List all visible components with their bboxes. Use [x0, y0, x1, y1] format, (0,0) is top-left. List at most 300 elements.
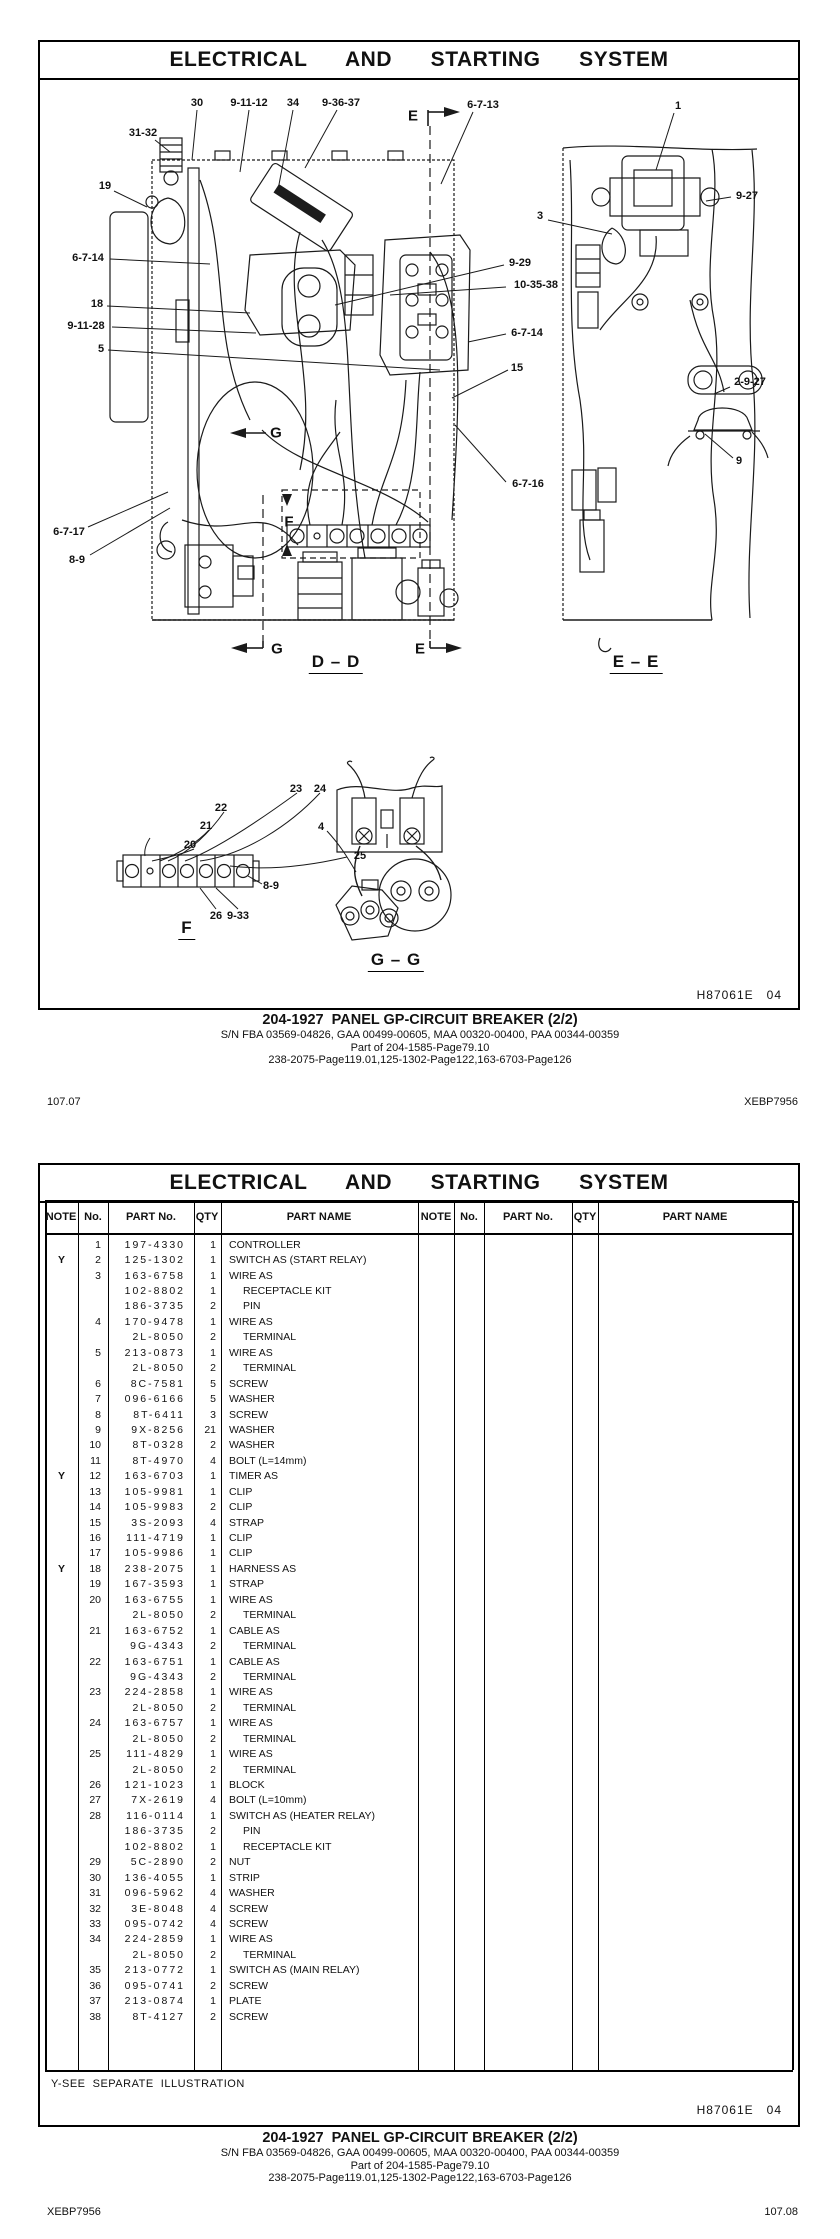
callout-6-7-14: 6-7-14 [511, 327, 543, 339]
table-row [45, 1515, 793, 1530]
cell-no: 13 [89, 1485, 101, 1498]
callout-1: 1 [674, 100, 682, 112]
cell-part-name: CLIP [229, 1532, 253, 1545]
cell-part-name: BOLT (L=10mm) [229, 1794, 307, 1807]
cell-no: 11 [90, 1454, 101, 1467]
cell-no: 37 [89, 1995, 101, 2008]
cell-part-no: 2L-8050 [132, 1732, 185, 1745]
cell-part-name: SWITCH AS (MAIN RELAY) [229, 1964, 360, 1977]
cell-part-no: 3S-2093 [131, 1516, 185, 1529]
cell-part-name: WIRE AS [229, 1933, 273, 1946]
section-label-d-d: D – D [309, 652, 363, 674]
cell-qty: 1 [210, 1593, 216, 1606]
column-header-part-no-: PART No. [126, 1211, 176, 1223]
cell-part-name: STRAP [229, 1578, 265, 1591]
cell-no: 7 [95, 1393, 101, 1406]
callout-30: 30 [190, 97, 204, 109]
page2-footer-serials: S/N FBA 03569-04826, GAA 00499-00605, MAA 00320-00400, PAA 00344-00359 [220, 2147, 620, 2159]
cell-no: 34 [89, 1933, 101, 1946]
page1-number-left: 107.07 [47, 1096, 81, 1108]
callout-6-7-13: 6-7-13 [467, 99, 499, 111]
table-row [45, 1237, 793, 1252]
callout-34: 34 [286, 97, 300, 109]
e-e-panel-view [563, 146, 768, 652]
page1-footer-serials: S/N FBA 03569-04826, GAA 00499-00605, MAA 00320-00400, PAA 00344-00359 [220, 1029, 620, 1041]
page1-footer-refs: 238-2075-Page119.01,125-1302-Page122,163-6703-Page126 [268, 1054, 572, 1066]
cell-part-no: 224-2859 [124, 1933, 185, 1946]
cell-part-name: PLATE [229, 1995, 262, 2008]
cell-part-no: 8C-7581 [130, 1377, 185, 1390]
cell-part-no: 186-3735 [124, 1300, 185, 1313]
cell-part-no: 9G-4343 [130, 1640, 185, 1653]
cell-qty: 2 [210, 1670, 216, 1683]
table-row [45, 1669, 793, 1684]
cell-qty: 1 [210, 1748, 216, 1761]
table-row [45, 1901, 793, 1916]
table-row [45, 1638, 793, 1653]
cell-qty: 5 [210, 1377, 216, 1390]
cell-part-no: 163-6751 [124, 1655, 185, 1668]
table-row [45, 1762, 793, 1777]
cut-letter-e-bottom: E [414, 640, 426, 658]
column-header-qty: QTY [573, 1211, 597, 1223]
callout-18: 18 [90, 298, 104, 310]
table-row [45, 1824, 793, 1839]
cell-qty: 1 [210, 1470, 216, 1483]
cell-no: 29 [89, 1856, 101, 1869]
cell-qty: 21 [204, 1423, 216, 1436]
cell-part-name: HARNESS AS [229, 1562, 297, 1575]
callout-9: 9 [735, 455, 743, 467]
callout-6-7-16: 6-7-16 [512, 478, 544, 490]
cell-qty: 2 [210, 1501, 216, 1514]
cell-qty: 2 [210, 1979, 216, 1992]
page2-doc-code: H87061E 04 [696, 2103, 782, 2117]
table-row [45, 1793, 793, 1808]
callout-9-36-37: 9-36-37 [322, 97, 360, 109]
table-row [45, 1592, 793, 1607]
cell-part-name: STRAP [229, 1516, 265, 1529]
cell-no: 19 [89, 1578, 101, 1591]
table-row [45, 1608, 793, 1623]
table-row [45, 1484, 793, 1499]
cell-part-name: SCREW [229, 1408, 269, 1421]
callout-9-11-12: 9-11-12 [230, 97, 268, 109]
cell-part-no: 2L-8050 [132, 1362, 185, 1375]
column-header-note: NOTE [45, 1211, 77, 1223]
cell-part-no: 095-0742 [124, 1917, 185, 1930]
table-row [45, 1731, 793, 1746]
table-row [45, 1716, 793, 1731]
cell-qty: 2 [210, 1825, 216, 1838]
cell-part-name: CABLE AS [229, 1655, 280, 1668]
table-row [45, 1407, 793, 1422]
cell-part-no: 213-0874 [124, 1995, 185, 2008]
table-row [45, 1978, 793, 1993]
cell-qty: 1 [210, 1562, 216, 1575]
callout-15: 15 [510, 362, 524, 374]
cell-part-no: 8T-4127 [132, 2010, 185, 2023]
section-label-f: F [178, 918, 195, 940]
page2-number-right: 107.08 [764, 2206, 798, 2218]
cell-no: 1 [95, 1238, 101, 1251]
cell-qty: 1 [210, 1485, 216, 1498]
cell-part-name: WIRE AS [229, 1346, 273, 1359]
cell-part-name: TERMINAL [243, 1331, 297, 1344]
cell-part-no: 8T-6411 [133, 1408, 185, 1421]
cell-part-no: 102-8802 [124, 1285, 185, 1298]
cell-part-name: WIRE AS [229, 1686, 273, 1699]
cell-part-no: 105-9986 [124, 1547, 185, 1560]
callout-21: 21 [199, 820, 213, 832]
f-section-box [282, 490, 420, 558]
cell-no: 15 [89, 1516, 101, 1529]
cell-no: 5 [95, 1346, 101, 1359]
callout-9-27: 9-27 [735, 190, 759, 202]
cell-part-no: 2L-8050 [132, 1763, 185, 1776]
cell-qty: 4 [210, 1902, 216, 1915]
callout-19: 19 [98, 180, 112, 192]
table-row [45, 1993, 793, 2008]
section-label-e-e: E – E [610, 652, 663, 674]
callout-10-35-38: 10-35-38 [513, 279, 559, 291]
cell-qty: 4 [210, 1887, 216, 1900]
cell-part-name: BOLT (L=14mm) [229, 1454, 307, 1467]
cell-no: 38 [89, 2010, 101, 2023]
cell-no: 12 [89, 1470, 101, 1483]
cell-part-no: 163-6752 [124, 1624, 185, 1637]
cell-part-name: SCREW [229, 1917, 269, 1930]
cell-qty: 2 [210, 1362, 216, 1375]
page2-footer-partof: Part of 204-1585-Page79.10 [350, 2160, 490, 2172]
cell-part-name: TERMINAL [243, 1763, 297, 1776]
column-header-part-name: PART NAME [286, 1211, 352, 1223]
cell-qty: 1 [210, 1315, 216, 1328]
cell-qty: 1 [210, 1254, 216, 1267]
g-g-detail-view [327, 757, 451, 940]
cell-qty: 1 [210, 1624, 216, 1637]
cell-qty: 2 [210, 1701, 216, 1714]
callout-20: 20 [183, 839, 197, 851]
cell-no: 2 [95, 1254, 101, 1267]
cell-no: 8 [95, 1408, 101, 1421]
cell-qty: 2 [210, 1763, 216, 1776]
cell-part-name: WIRE AS [229, 1717, 273, 1730]
callout-8-9: 8-9 [263, 880, 279, 892]
cell-part-name: SWITCH AS (HEATER RELAY) [229, 1809, 376, 1822]
cell-part-name: CLIP [229, 1501, 253, 1514]
cell-qty: 1 [210, 1840, 216, 1853]
table-row [45, 1623, 793, 1638]
callout-9-11-28: 9-11-28 [67, 320, 105, 332]
table-hline [45, 2070, 793, 2072]
table-row [45, 1376, 793, 1391]
cell-qty: 2 [210, 1732, 216, 1745]
cell-part-name: TERMINAL [243, 1609, 297, 1622]
cell-part-no: 186-3735 [124, 1825, 185, 1838]
callout-9-33: 9-33 [226, 910, 250, 922]
cell-qty: 1 [210, 1346, 216, 1359]
cell-qty: 4 [210, 1454, 216, 1467]
table-row [45, 1685, 793, 1700]
cell-part-no: 5C-2890 [130, 1856, 185, 1869]
cell-part-no: 224-2858 [124, 1686, 185, 1699]
page1-footer-title: 204-1927 PANEL GP-CIRCUIT BREAKER (2/2) [262, 1012, 578, 1028]
cell-no: 28 [89, 1809, 101, 1822]
cell-part-name: TIMER AS [229, 1470, 279, 1483]
cell-part-name: WASHER [229, 1439, 275, 1452]
callout-4: 4 [317, 821, 325, 833]
table-row [45, 1283, 793, 1298]
column-header-qty: QTY [195, 1211, 219, 1223]
table-row [45, 1932, 793, 1947]
cell-qty: 1 [210, 1871, 216, 1884]
page1-title: ELECTRICAL AND STARTING SYSTEM [40, 42, 798, 80]
cell-part-no: 238-2075 [124, 1562, 185, 1575]
cell-no: 33 [89, 1917, 101, 1930]
table-row [45, 1947, 793, 1962]
page1-footer-partof: Part of 204-1585-Page79.10 [350, 1042, 490, 1054]
cell-part-no: 9G-4343 [130, 1670, 185, 1683]
page1-doc-code: H87061E 04 [696, 988, 782, 1002]
cut-letter-e-top: E [407, 107, 419, 125]
cell-note: Y [57, 1562, 65, 1575]
cell-part-name: TERMINAL [243, 1948, 297, 1961]
breaker-screws [406, 264, 448, 338]
table-row [45, 1314, 793, 1329]
callout-2-9-27: 2-9-27 [734, 376, 766, 388]
cell-part-name: RECEPTACLE KIT [243, 1285, 332, 1298]
table-row [45, 1453, 793, 1468]
cell-part-no: 163-6758 [124, 1269, 185, 1282]
cell-no: 21 [89, 1624, 101, 1637]
cell-part-name: WASHER [229, 1887, 275, 1900]
cell-no: 35 [89, 1964, 101, 1977]
cell-part-name: CONTROLLER [229, 1238, 301, 1251]
table-row [45, 1577, 793, 1592]
terminal-strip [287, 525, 430, 547]
cell-no: 10 [89, 1439, 101, 1452]
table-hline [45, 1200, 793, 1202]
cell-no: 26 [89, 1779, 101, 1792]
table-row [45, 1499, 793, 1514]
cell-part-no: 163-6757 [124, 1717, 185, 1730]
cell-part-name: WIRE AS [229, 1269, 273, 1282]
cell-part-no: 213-0873 [124, 1346, 185, 1359]
cell-part-no: 197-4330 [124, 1238, 185, 1251]
cell-part-name: PIN [243, 1825, 261, 1838]
cell-part-name: TERMINAL [243, 1670, 297, 1683]
cell-part-no: 105-9981 [124, 1485, 185, 1498]
cell-part-no: 167-3593 [124, 1578, 185, 1591]
table-row [45, 1530, 793, 1545]
cell-no: 31 [89, 1887, 101, 1900]
cell-part-no: 9X-8256 [131, 1423, 185, 1436]
cell-qty: 1 [210, 1686, 216, 1699]
cell-part-no: 163-6755 [124, 1593, 185, 1606]
cell-qty: 1 [210, 1655, 216, 1668]
cell-qty: 3 [210, 1408, 216, 1421]
cell-part-name: SWITCH AS (START RELAY) [229, 1254, 367, 1267]
cell-no: 6 [95, 1377, 101, 1390]
cell-part-name: PIN [243, 1300, 261, 1313]
cell-part-name: CABLE AS [229, 1624, 280, 1637]
cell-part-no: 105-9983 [124, 1501, 185, 1514]
page2-title: ELECTRICAL AND STARTING SYSTEM [40, 1165, 798, 1203]
cut-letter-f-inner: F [284, 513, 294, 531]
cell-part-name: TERMINAL [243, 1362, 297, 1375]
cell-qty: 2 [210, 1856, 216, 1869]
table-row [45, 1808, 793, 1823]
cell-part-name: TERMINAL [243, 1732, 297, 1745]
cell-part-no: 2L-8050 [132, 1331, 185, 1344]
table-row [45, 1561, 793, 1576]
cell-part-no: 213-0772 [124, 1964, 185, 1977]
callout-5: 5 [97, 343, 105, 355]
cell-part-no: 096-6166 [124, 1393, 185, 1406]
cell-no: 30 [89, 1871, 101, 1884]
callout-3: 3 [536, 210, 544, 222]
cell-part-no: 121-1023 [124, 1779, 185, 1792]
page2-footer-refs: 238-2075-Page119.01,125-1302-Page122,163-6703-Page126 [268, 2172, 572, 2184]
cell-part-no: 111-4719 [126, 1532, 185, 1545]
cell-no: 16 [89, 1532, 101, 1545]
cell-no: 20 [89, 1593, 101, 1606]
cell-qty: 1 [210, 1995, 216, 2008]
cell-part-no: 8T-0328 [132, 1439, 185, 1452]
cell-qty: 1 [210, 1779, 216, 1792]
table-row [45, 1252, 793, 1267]
cell-part-name: SCREW [229, 1902, 269, 1915]
cell-qty: 1 [210, 1717, 216, 1730]
table-row [45, 1855, 793, 1870]
callout-26: 26 [209, 910, 223, 922]
cell-part-name: WIRE AS [229, 1593, 273, 1606]
table-row [45, 1391, 793, 1406]
column-header-part-name: PART NAME [662, 1211, 728, 1223]
column-header-no-: No. [84, 1211, 102, 1223]
cell-no: 4 [95, 1315, 101, 1328]
cell-no: 14 [89, 1501, 101, 1514]
callout-6-7-14: 6-7-14 [72, 252, 104, 264]
cell-no: 3 [95, 1269, 101, 1282]
cell-part-no: 095-0741 [124, 1979, 185, 1992]
cell-qty: 1 [210, 1933, 216, 1946]
cell-qty: 2 [210, 1948, 216, 1961]
callout-25: 25 [353, 850, 367, 862]
cell-part-name: NUT [229, 1856, 251, 1869]
cell-no: 22 [89, 1655, 101, 1668]
callout-31-32: 31-32 [128, 127, 158, 139]
cell-part-name: SCREW [229, 2010, 269, 2023]
cell-qty: 1 [210, 1578, 216, 1591]
callout-22: 22 [214, 802, 228, 814]
cell-part-no: 136-4055 [124, 1871, 185, 1884]
cell-qty: 2 [210, 1640, 216, 1653]
column-header-part-no-: PART No. [503, 1211, 553, 1223]
f-detail-view [117, 793, 347, 909]
cell-qty: 1 [210, 1238, 216, 1251]
cell-part-name: SCREW [229, 1377, 269, 1390]
callout-leaders [88, 107, 733, 555]
table-row [45, 1268, 793, 1283]
cell-note: Y [57, 1254, 65, 1267]
table-row [45, 1330, 793, 1345]
cell-no: 24 [89, 1717, 101, 1730]
cell-no: 25 [89, 1748, 101, 1761]
callout-23: 23 [289, 783, 303, 795]
cell-part-no: 2L-8050 [132, 1609, 185, 1622]
table-footnote: Y-SEE SEPARATE ILLUSTRATION [51, 2078, 245, 2090]
cell-part-name: CLIP [229, 1485, 253, 1498]
callout-9-29: 9-29 [508, 257, 532, 269]
cut-letter-g-inner: G [270, 424, 282, 442]
table-row [45, 1654, 793, 1669]
table-row [45, 1839, 793, 1854]
cell-part-no: 163-6703 [124, 1470, 185, 1483]
cell-part-no: 111-4829 [126, 1748, 185, 1761]
cell-qty: 1 [210, 1269, 216, 1282]
table-row [45, 1469, 793, 1484]
cell-part-no: 102-8802 [124, 1840, 185, 1853]
cell-no: 9 [95, 1423, 101, 1436]
cell-no: 32 [89, 1902, 101, 1915]
table-row [45, 1546, 793, 1561]
cell-no: 27 [89, 1794, 101, 1807]
column-header-note: NOTE [420, 1211, 452, 1223]
cell-part-name: TERMINAL [243, 1701, 297, 1714]
cell-no: 23 [89, 1686, 101, 1699]
cell-qty: 1 [210, 1285, 216, 1298]
table-row [45, 1963, 793, 1978]
table-row [45, 1345, 793, 1360]
cell-qty: 1 [210, 1532, 216, 1545]
page2-footer-title: 204-1927 PANEL GP-CIRCUIT BREAKER (2/2) [262, 2130, 578, 2146]
cell-no: 18 [89, 1562, 101, 1575]
cell-part-name: WASHER [229, 1393, 275, 1406]
cell-part-no: 116-0114 [126, 1809, 185, 1822]
callout-24: 24 [313, 783, 327, 795]
table-row [45, 1777, 793, 1792]
cell-no: 36 [89, 1979, 101, 1992]
cell-qty: 1 [210, 1809, 216, 1822]
cell-qty: 1 [210, 1547, 216, 1560]
cut-letter-g-bottom: G [271, 640, 283, 658]
cell-no: 17 [89, 1547, 101, 1560]
cell-part-name: WIRE AS [229, 1748, 273, 1761]
cell-qty: 2 [210, 1439, 216, 1452]
callout-6-7-17: 6-7-17 [53, 526, 85, 538]
table-row [45, 1438, 793, 1453]
cell-qty: 4 [210, 1917, 216, 1930]
cell-part-no: 2L-8050 [132, 1948, 185, 1961]
page2-number-left: XEBP7956 [47, 2206, 101, 2218]
cell-part-no: 125-1302 [124, 1254, 185, 1267]
table-row [45, 1700, 793, 1715]
table-row [45, 1870, 793, 1885]
section-label-g-g: G – G [368, 950, 424, 972]
cell-part-no: 170-9478 [124, 1315, 185, 1328]
cell-part-name: RECEPTACLE KIT [243, 1840, 332, 1853]
callout-8-9: 8-9 [69, 554, 85, 566]
cell-part-name: SCREW [229, 1979, 269, 1992]
table-row [45, 1885, 793, 1900]
cell-part-no: 096-5962 [124, 1887, 185, 1900]
cell-part-no: 8T-4970 [132, 1454, 185, 1467]
cell-qty: 1 [210, 1964, 216, 1977]
table-row [45, 1299, 793, 1314]
table-hline [45, 1233, 793, 1235]
